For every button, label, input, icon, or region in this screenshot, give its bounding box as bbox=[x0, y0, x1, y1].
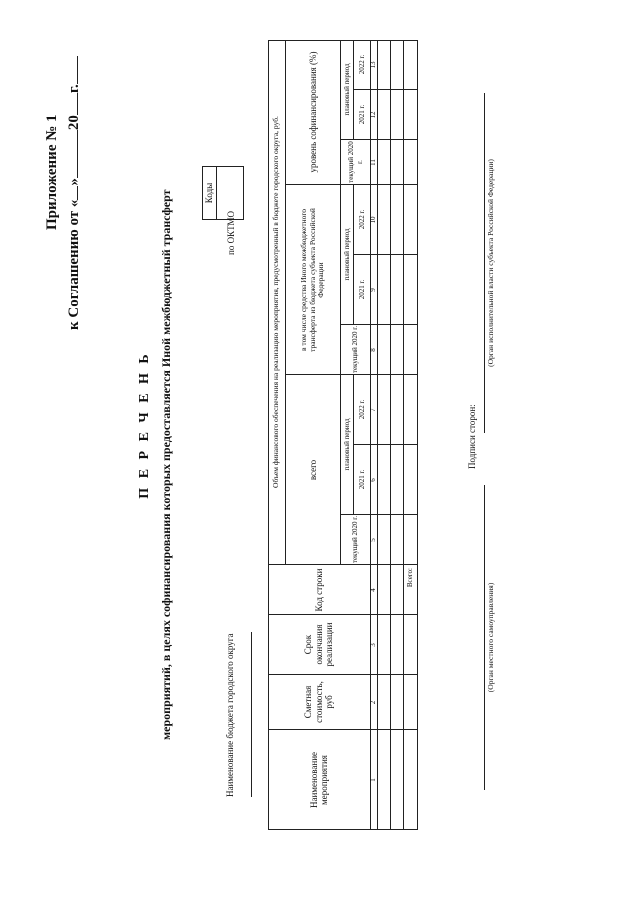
year-2022-cofin: 2022 г. bbox=[357, 54, 366, 75]
signature-caption-regional: (Орган исполнительной власти субъекта Российской Федерации) bbox=[486, 159, 495, 367]
codes-label: Коды bbox=[204, 182, 215, 204]
planned-period-total: плановый период bbox=[342, 418, 351, 471]
col-header-cost: Сметная стоимость, руб bbox=[303, 681, 335, 723]
planned-period-cofin: плановый период bbox=[342, 63, 351, 116]
col-number: 8 bbox=[369, 348, 378, 352]
budget-name-label: Наименование бюджета городского округа bbox=[225, 633, 235, 797]
col-number: 6 bbox=[369, 478, 378, 482]
signatures-label: Подписи сторон: bbox=[467, 404, 477, 469]
col-number: 1 bbox=[369, 778, 378, 782]
document-title: П Е Р Е Ч Е Н Ь bbox=[137, 351, 152, 499]
oktmo-label: по ОКТМО bbox=[226, 211, 236, 255]
col-header-event-name: Наименование мероприятия bbox=[308, 751, 329, 809]
signature-caption-local: (Орган местного самоуправления) bbox=[486, 582, 495, 693]
agreement-date-line: к Соглашению от «»20г. bbox=[67, 56, 82, 330]
document-subtitle: мероприятий, в целях софинансирования которых предоставляется Иной межбюджетный трансферт bbox=[159, 189, 173, 740]
col-number: 9 bbox=[369, 288, 378, 292]
year-2022-total: 2022 г. bbox=[357, 399, 366, 420]
year-2022-incl: 2022 г. bbox=[357, 209, 366, 230]
events-table bbox=[268, 40, 418, 830]
col-number: 3 bbox=[369, 643, 378, 647]
col-number: 10 bbox=[369, 216, 378, 224]
col-header-deadline: Срок окончания реализации bbox=[303, 622, 335, 667]
col-number: 7 bbox=[369, 408, 378, 412]
year-2021-incl: 2021 г. bbox=[357, 279, 366, 300]
col-number: 5 bbox=[369, 538, 378, 542]
planned-period-incl: плановый период bbox=[342, 228, 351, 281]
total-row-label: Всего: bbox=[406, 568, 415, 588]
col-number: 12 bbox=[369, 111, 378, 119]
codes-box bbox=[202, 166, 244, 220]
appendix-title: Приложение № 1 bbox=[44, 114, 60, 230]
year-2021-total: 2021 г. bbox=[357, 469, 366, 490]
sub-header-cofin: уровень софинансирования (%) bbox=[307, 51, 318, 173]
col-number: 4 bbox=[369, 588, 378, 592]
sub-header-incl: в том числе средства Иного межбюджетного трансферта из бюджета субъекта Российской Федерации bbox=[299, 208, 326, 352]
col-header-line-code: Код строки bbox=[313, 568, 324, 612]
budget-name-underline bbox=[251, 632, 252, 797]
sub-header-total: всего bbox=[307, 459, 318, 481]
current-period-cofin: текущий 2020 г. bbox=[347, 141, 364, 183]
group-header-financing: Объем финансового обеспечения на реализацию мероприятия, предусмотренный в бюджете городского округа, руб. bbox=[271, 116, 281, 488]
signature-line-regional bbox=[484, 93, 485, 433]
col-number: 11 bbox=[369, 159, 378, 166]
col-number: 2 bbox=[369, 700, 378, 705]
current-period-total: текущий 2020 г. bbox=[351, 515, 360, 564]
signature-line-local bbox=[484, 485, 485, 790]
current-period-incl: текущий 2020 г. bbox=[351, 325, 360, 374]
col-number: 13 bbox=[369, 61, 378, 69]
year-2021-cofin: 2021 г. bbox=[357, 104, 366, 125]
